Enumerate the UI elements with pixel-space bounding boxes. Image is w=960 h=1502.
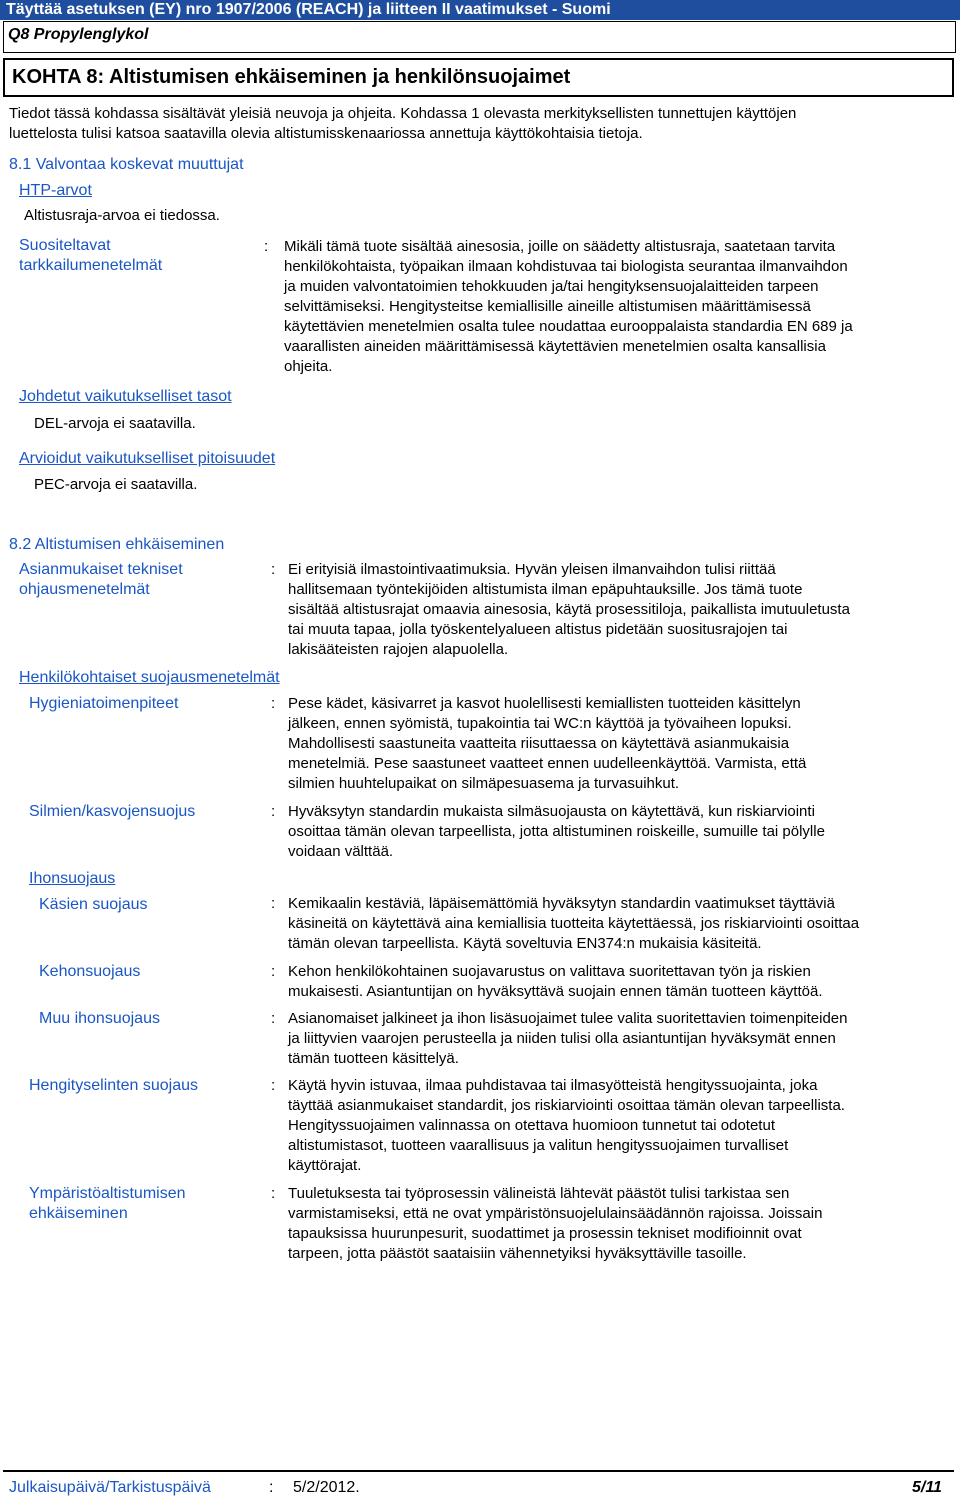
text-line: käytettävien menetelmien osalta tulee noudattaa eurooppalaista standardia EN 689 ja	[284, 318, 853, 335]
text-line: Mahdollisesti saastuneita vaatteita riisuttaessa on käytettävä asianmukaisia	[288, 735, 790, 752]
text-line: Käytä hyvin istuvaa, ilmaa puhdistavaa tai ilmasyötteistä hengityssuojainta, joka	[288, 1077, 818, 1094]
text-line: tai muuta tapaa, jolla työskentelyalueen altistus pidetään suositusrajojen tai	[288, 621, 788, 638]
tech-label	[19, 560, 183, 600]
colon: :	[271, 963, 276, 980]
hygiene-label: Hygieniatoimenpiteet	[29, 695, 179, 712]
tech-text	[288, 560, 850, 660]
environmental-label	[29, 1184, 186, 1224]
pec-label: Arvioidut vaikutukselliset pitoisuudet	[19, 450, 276, 467]
text-line: ja muiden valvontatoimien tehokkuuden ja/tai hengityksensuojalaitteiden tarpeen	[284, 278, 819, 295]
text-line: ohjeita.	[284, 358, 333, 375]
htp-text: Altistusraja-arvoa ei tiedossa.	[24, 207, 220, 224]
text-line: tämän tuotteen käsittelyä.	[288, 1050, 459, 1067]
footer-date: 5/2/2012.	[293, 1479, 360, 1496]
text-line: Asianomaiset jalkineet ja ihon lisäsuojaimet tulee valita suoritettavien toimenpiteiden	[288, 1010, 848, 1027]
tech-label-line: ohjausmenetelmät	[19, 581, 150, 598]
eye-text	[288, 802, 825, 862]
other-skin-text	[288, 1009, 847, 1069]
text-line: varmistamiseksi, että ne ovat ympäristönsuojelulainsäädännön rajoissa. Joissain	[288, 1205, 823, 1222]
pec-text: PEC-arvoja ei saatavilla.	[34, 476, 198, 493]
text-line: henkilökohtaista, työpaikan ilmaan kohdistuvaa tai biologista seurantaa ilmanvaihdon	[284, 258, 848, 275]
heading-8-2: 8.2 Altistumisen ehkäiseminen	[9, 536, 225, 553]
body-label: Kehonsuojaus	[39, 963, 141, 980]
respiratory-label: Hengityselinten suojaus	[29, 1077, 198, 1094]
colon: :	[271, 1010, 276, 1027]
environmental-text	[288, 1184, 822, 1264]
eye-label: Silmien/kasvojensuojus	[29, 803, 196, 820]
text-line: Tuuletuksesta tai työprosessin välineistä lähtevät päästöt tulisi tarkistaa sen	[288, 1185, 790, 1202]
text-line: silmien huuhtelupaikat on silmäpesuasema ja turvasuihkut.	[288, 775, 680, 792]
hand-label: Käsien suojaus	[39, 896, 148, 913]
text-line: jälkeen, ennen syömistä, tupakointia tai WC:n käyttöä ja työvaiheen lopuksi.	[288, 715, 792, 732]
ppe-label: Henkilökohtaiset suojausmenetelmät	[19, 669, 280, 686]
colon: :	[271, 803, 276, 820]
product-name: Q8 Propylenglykol	[8, 26, 149, 43]
colon: :	[271, 561, 276, 578]
text-line: täyttää asianmukaiset standardit, jos riskiarviointi osoittaa tämän olevan tarpeellista.	[288, 1097, 845, 1114]
text-line: selvittämiseksi. Hengitysteitse kemiallisille aineille altistumisen määrittämisessä	[284, 298, 811, 315]
footer-date-label: Julkaisupäivä/Tarkistuspäivä	[9, 1479, 211, 1496]
text-line: mukaisesti. Asiantuntijan on hyväksyttävä suojain ennen tämän tuotteen käyttöä.	[288, 983, 823, 1000]
colon: :	[269, 1479, 274, 1496]
del-text: DEL-arvoja ei saatavilla.	[34, 415, 196, 432]
intro-line: luettelosta tulisi katsoa saatavilla olevia altistumisskenaariossa annettuja käyttökohtaisia tietoja.	[9, 125, 643, 142]
text-line: voidaan välttää.	[288, 843, 394, 860]
text-line: hallitsemaan työntekijöiden altistumista ilman epäpuhtauksille. Jos tämä tuote	[288, 581, 803, 598]
text-line: Kehon henkilökohtainen suojavarustus on valittava suoritettavan työn ja riskien	[288, 963, 811, 980]
hand-text	[288, 894, 859, 954]
monitoring-label	[19, 236, 162, 276]
section-title-box	[3, 58, 954, 97]
text-line: Ei erityisiä ilmastointivaatimuksia. Hyvän yleisen ilmanvaihdon tulisi riittää	[288, 561, 776, 578]
text-line: Hyväksytyn standardin mukaista silmäsuojausta on käytettävä, kun riskiarviointi	[288, 803, 815, 820]
monitoring-label-line: Suositeltavat	[19, 237, 111, 254]
text-line: Hengityssuojaimen valinnassa on otettava huomioon tunnetut tai odotetut	[288, 1117, 775, 1134]
text-line: Kemikaalin kestäviä, läpäisemättömiä hyväksytyn standardin vaatimukset täyttäviä	[288, 895, 835, 912]
colon: :	[271, 895, 276, 912]
monitoring-text	[284, 237, 853, 377]
colon: :	[271, 1185, 276, 1202]
tech-label-line: Asianmukaiset tekniset	[19, 561, 183, 578]
regulation-title: Täyttää asetuksen (EY) nro 1907/2006 (REACH) ja liitteen II vaatimukset - Suomi	[6, 1, 611, 18]
section-title: KOHTA 8: Altistumisen ehkäiseminen ja henkilönsuojaimet	[12, 66, 571, 88]
text-line: Pese kädet, käsivarret ja kasvot huolellisesti kemiallisten tuotteiden käsittelyn	[288, 695, 801, 712]
text-line: lakisääteisten rajojen alapuolella.	[288, 641, 509, 658]
body-text	[288, 962, 823, 1002]
regulation-header-bar	[0, 0, 960, 20]
text-line: altistumistasot, tuotteen vaarallisuus ja valitun hengityssuojaimen turvalliset	[288, 1137, 789, 1154]
skin-label: Ihonsuojaus	[29, 870, 116, 887]
text-line: käsineitä on käytettävä aina kemiallisia tuotteita käytettäessä, jos riskiarviointi osoittaa	[288, 915, 860, 932]
text-line: sisältää altistusrajat omaavia ainesosia, käytä prosessitiloja, paikallista imutuuletusta	[288, 601, 850, 618]
intro-line: Tiedot tässä kohdassa sisältävät yleisiä neuvoja ja ohjeita. Kohdassa 1 olevasta merkityksellisten tunnettujen käyttöjen	[9, 105, 797, 122]
heading-8-1: 8.1 Valvontaa koskevat muuttujat	[9, 156, 244, 173]
text-line: tapauksissa huurunpesurit, suodattimet ja prosessin tekniset modifioinnit ovat	[288, 1225, 802, 1242]
text-line: tämän olevan tarpeellista. Käytä soveltuvia EN374:n mukaisia käsiteitä.	[288, 935, 762, 952]
text-line: käyttörajat.	[288, 1157, 362, 1174]
text-line: ja liittyvien vaarojen perusteella ja niiden tulisi olla asiantuntijan hyväksymät ennen	[288, 1030, 836, 1047]
monitoring-label-line: tarkkailumenetelmät	[19, 257, 163, 274]
section-intro	[9, 104, 796, 144]
respiratory-text	[288, 1076, 845, 1176]
hygiene-text	[288, 694, 806, 794]
text-line: osoittaa tämän olevan tarpeellista, jotta altistuminen roiskeille, sumuille tai pölylle	[288, 823, 825, 840]
page-number: 5/11	[912, 1479, 942, 1496]
text-line: Mikäli tämä tuote sisältää ainesosia, joille on säädetty altistusraja, saatetaan tarvita	[284, 238, 836, 255]
text-line: tarpeen, jotta päästöt saataisiin vähennetyiksi hyväksyttäville tasoille.	[288, 1245, 747, 1262]
del-label: Johdetut vaikutukselliset tasot	[19, 388, 232, 405]
env-label-line: ehkäiseminen	[29, 1205, 128, 1222]
text-line: vaarallisten aineiden määrittämisessä käytettävien menetelmien osalta kansallisia	[284, 338, 826, 355]
env-label-line: Ympäristöaltistumisen	[29, 1185, 186, 1202]
colon: :	[264, 238, 269, 255]
htp-label: HTP-arvot	[19, 182, 92, 199]
colon: :	[271, 1077, 276, 1094]
product-name-box	[3, 21, 956, 53]
colon: :	[271, 695, 276, 712]
other-skin-label: Muu ihonsuojaus	[39, 1010, 160, 1027]
text-line: menetelmiä. Pese saastuneet vaatteet ennen uudelleenkäyttöä. Varmista, että	[288, 755, 807, 772]
